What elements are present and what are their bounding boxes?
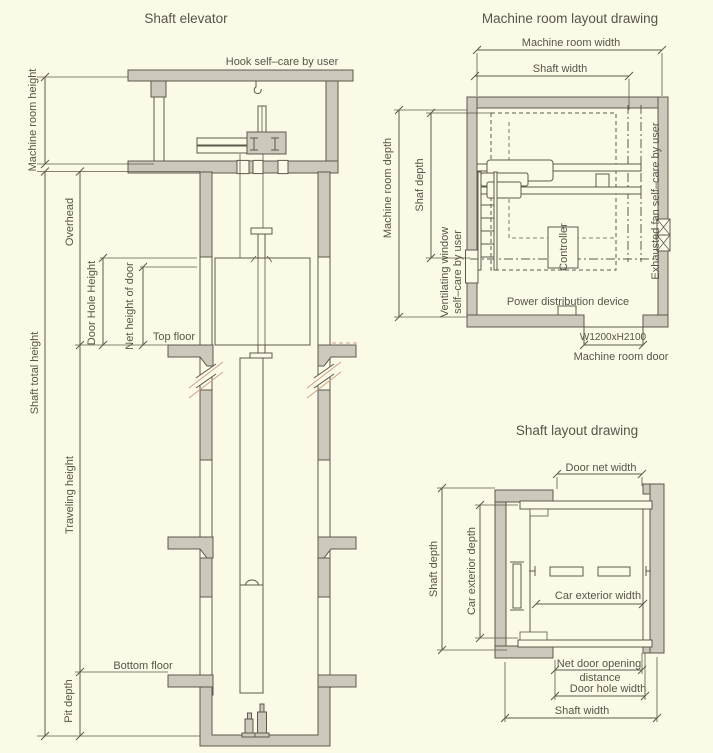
shaft-elevator-drawing bbox=[27, 11, 357, 746]
buffers bbox=[242, 704, 269, 737]
label-door-hole-height: Door Hole Height bbox=[86, 260, 98, 346]
car-bottom-bracket bbox=[258, 345, 265, 353]
door-sill-top bbox=[520, 501, 652, 509]
rope-holes bbox=[237, 160, 288, 173]
label-shaf-depth: Shaf depth bbox=[414, 158, 426, 212]
label-shaft-total-height: Shaft total height bbox=[29, 331, 41, 415]
label-ventilating-window-2: self–care by user bbox=[452, 230, 464, 314]
label-machine-room-door: Machine room door bbox=[573, 351, 669, 363]
label-ventilating-window-1: Ventilating window bbox=[439, 226, 451, 318]
machine-room-drawing bbox=[382, 11, 670, 363]
label-bottom-floor: Bottom floor bbox=[113, 660, 173, 672]
label-overhead: Overhead bbox=[64, 197, 76, 247]
label-mr-shaft-width: Shaft width bbox=[532, 63, 588, 75]
shaft-layout-car bbox=[510, 501, 652, 647]
label-top-floor: Top floor bbox=[152, 331, 196, 343]
shaft-layout-drawing bbox=[428, 423, 664, 722]
page-title-left: Shaft elevator bbox=[144, 11, 228, 26]
label-exhausted-fan: Exhausted fan self–care by user bbox=[650, 122, 662, 280]
label-shaft-depth: Shaft depth bbox=[428, 540, 440, 598]
label-shaft-width: Shaft width bbox=[554, 705, 610, 717]
label-power-distribution: Power distribution device bbox=[506, 296, 630, 308]
label-controller: Controller bbox=[558, 223, 570, 271]
label-car-exterior-depth: Car exterior depth bbox=[466, 526, 478, 616]
label-net-height-of-door: Net height of door bbox=[124, 262, 136, 350]
crosshead bbox=[251, 228, 272, 234]
door-sill-bottom bbox=[518, 640, 652, 647]
label-door-net-width: Door net width bbox=[565, 462, 637, 474]
label-net-door-opening-1: Net door opening bbox=[556, 658, 642, 670]
hook-icon bbox=[254, 81, 261, 94]
label-door-size: W1200xH2100 bbox=[579, 332, 647, 343]
machine-body bbox=[247, 132, 286, 154]
ventilating-window bbox=[466, 250, 479, 283]
plunger-column bbox=[240, 358, 263, 693]
wall-stub bbox=[151, 81, 166, 97]
label-traveling-height: Traveling height bbox=[64, 456, 76, 534]
label-hook: Hook self–care by user bbox=[225, 56, 339, 68]
label-car-exterior-width: Car exterior width bbox=[554, 590, 642, 602]
pit bbox=[200, 687, 330, 746]
label-door-hole-width: Door hole width bbox=[569, 683, 647, 695]
label-machine-room-depth: Machine room depth bbox=[382, 137, 394, 239]
counterweight-plan bbox=[510, 562, 524, 610]
label-machine-room-height: Machine room height bbox=[27, 68, 39, 172]
page-title-shaft-layout: Shaft layout drawing bbox=[515, 423, 639, 438]
label-machine-room-width: Machine room width bbox=[521, 37, 621, 49]
car bbox=[215, 258, 310, 345]
ropes-and-car bbox=[215, 154, 310, 693]
machine-room-right-wall bbox=[326, 81, 338, 161]
traction-machine bbox=[197, 106, 286, 154]
label-net-door-opening-2: distance bbox=[579, 672, 621, 684]
ceiling-slab bbox=[128, 70, 353, 81]
machine-room-structure bbox=[128, 70, 353, 174]
label-pit-depth: Pit depth bbox=[63, 679, 75, 723]
page-title-machine-room: Machine room layout drawing bbox=[481, 11, 659, 26]
